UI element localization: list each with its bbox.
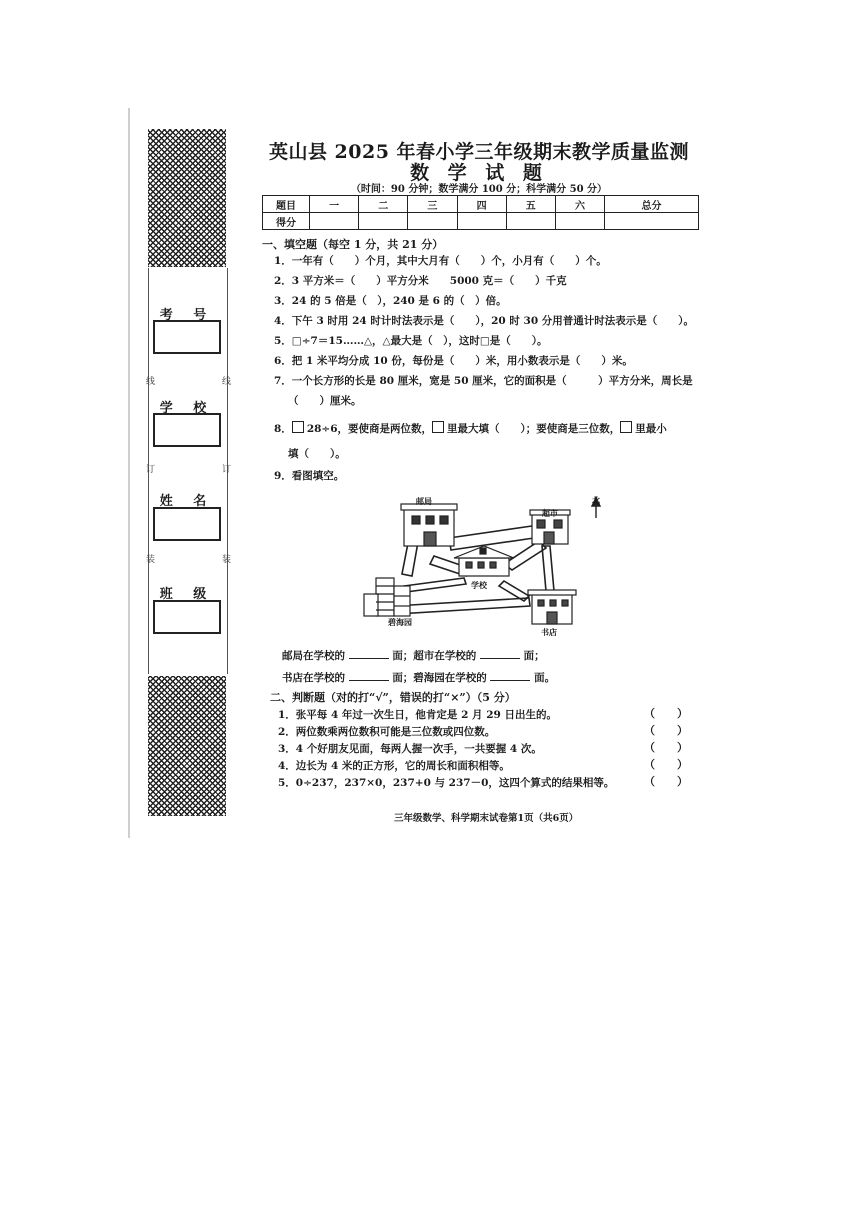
judge-item-4: 4．边长为 4 米的正方形，它的周长和面积相等。 (278, 760, 510, 772)
map-label-north: 北 (592, 495, 600, 505)
road-park-bookstore (394, 598, 530, 614)
question-2: 2．3 平方米＝（ ）平方分米 5000 克＝（ ）千克 (274, 275, 567, 287)
question-8-line1 (274, 421, 667, 436)
answer-paren[interactable]: （ ） (644, 707, 688, 720)
question-9: 9．看图填空。 (274, 470, 345, 482)
binding-hatch-top (148, 129, 226, 267)
score-cell[interactable] (457, 213, 506, 230)
park-buildings (364, 578, 410, 616)
school-label: 学 校 (159, 401, 215, 416)
question-1: 1．一年有（ ）个月，其中大月有（ ）个，小月有（ ）个。 (274, 255, 607, 267)
score-header-cell: 题目 (263, 196, 310, 213)
map-label-park: 碧海园 (388, 617, 412, 627)
cut-char: 订 (222, 465, 232, 475)
road-market-school (504, 541, 546, 570)
score-cell[interactable] (310, 213, 359, 230)
fill-text: 面。 (534, 672, 556, 684)
exam-number-label: 考 号 (159, 308, 215, 323)
fill-text: 书店在学校的 (282, 672, 345, 684)
post-office-building (401, 504, 457, 546)
score-table-header-row (263, 196, 699, 213)
score-header-cell: 四 (457, 196, 506, 213)
score-header-cell: 三 (408, 196, 457, 213)
section1-heading: 一、填空题（每空 1 分，共 21 分） (262, 238, 444, 251)
fill-text: 面；超市在学校的 (392, 650, 477, 662)
bookstore-building (528, 590, 576, 624)
question-8-text-1: 28÷6，要使商是两位数， (306, 423, 433, 435)
map-diagram (354, 486, 614, 636)
school-building (454, 546, 514, 576)
fill-text: 面； (523, 650, 545, 662)
question-8-number: 8． (274, 423, 292, 435)
score-header-cell: 五 (506, 196, 555, 213)
answer-paren[interactable]: （ ） (644, 758, 688, 771)
judge-item-1: 1．张平每 4 年过一次生日，他肯定是 2 月 29 日出生的。 (278, 709, 557, 721)
cut-char: 装 (222, 555, 232, 565)
exam-title: 英山县 2025 年春小学三年级期末教学质量监测 (268, 141, 690, 163)
score-table-score-row (263, 213, 699, 230)
answer-paren[interactable]: （ ） (644, 775, 688, 788)
time-note: （时间：90 分钟；数学满分 100 分；科学满分 50 分） (350, 184, 608, 195)
section2-heading: 二、判断题（对的打“√”，错误的打“×”）（5 分） (270, 691, 516, 704)
cut-char: 装 (146, 555, 156, 565)
class-label: 班 级 (159, 587, 215, 602)
question-8-text-2: 里最大填（ ）；要使商是三位数， (447, 423, 621, 435)
question-3: 3．24 的 5 倍是（ ），240 是 6 的（ ）倍。 (274, 295, 507, 307)
direction-blank[interactable] (349, 680, 389, 681)
cut-char: 线 (146, 377, 156, 387)
question-5: 5．□÷7＝15……△，△最大是（ ），这时□是（ ）。 (274, 335, 548, 347)
judge-item-3: 3．4 个好朋友见面，每两人握一次手，一共要握 4 次。 (278, 743, 542, 755)
answer-paren[interactable]: （ ） (644, 741, 688, 754)
class-box[interactable] (153, 600, 221, 634)
score-cell[interactable] (506, 213, 555, 230)
fill-text: 面；碧海园在学校的 (392, 672, 487, 684)
direction-blank[interactable] (490, 680, 530, 681)
score-header-cell: 总分 (605, 196, 699, 213)
question-7-line1: 7．一个长方形的长是 80 厘米，宽是 50 厘米，它的面积是（ ）平方分米，周长是 (274, 375, 693, 387)
road-market-bookstore (542, 546, 554, 591)
score-header-cell: 一 (310, 196, 359, 213)
question-4: 4．下午 3 时用 24 时计时法表示是（ ），20 时 30 分用普通计时法表示是（ ）。 (274, 315, 695, 327)
map-label-supermarket: 超市 (542, 508, 558, 518)
score-cell[interactable] (555, 213, 604, 230)
map-label-school: 学校 (471, 580, 487, 590)
score-header-cell: 六 (555, 196, 604, 213)
square-box-icon (292, 421, 304, 433)
name-box[interactable] (153, 507, 221, 541)
direction-blank[interactable] (349, 658, 389, 659)
page-edge-line (128, 108, 130, 838)
question-7-line2: （ ）厘米。 (288, 395, 362, 407)
exam-subtitle: 数 学 试 题 (410, 162, 548, 184)
question-6: 6．把 1 米平均分成 10 份，每份是（ ）米，用小数表示是（ ）米。 (274, 355, 633, 367)
question-8-text-3: 里最小 (635, 423, 667, 435)
answer-paren[interactable]: （ ） (644, 724, 688, 737)
cut-char: 订 (146, 465, 156, 475)
score-cell[interactable] (408, 213, 457, 230)
score-table (262, 195, 699, 230)
page-footer: 三年级数学、科学期末试卷第1页（共6页） (394, 813, 579, 824)
score-cell[interactable] (605, 213, 699, 230)
map-label-post-office: 邮局 (416, 496, 432, 506)
fill-text: 邮局在学校的 (282, 650, 345, 662)
name-label: 姓 名 (159, 494, 215, 509)
exam-number-box[interactable] (153, 320, 221, 354)
map-label-bookstore: 书店 (541, 627, 557, 637)
square-box-icon (432, 421, 444, 433)
road-park-school (404, 578, 466, 592)
binding-hatch-bottom (148, 676, 226, 816)
score-row-label: 得分 (263, 213, 310, 230)
square-box-icon (620, 421, 632, 433)
direction-blank[interactable] (480, 658, 520, 659)
question-8-line2: 填（ ）。 (288, 448, 346, 460)
road-post-market (449, 526, 534, 550)
judge-item-2: 2．两位数乘两位数积可能是三位数或四位数。 (278, 726, 496, 738)
school-box[interactable] (153, 413, 221, 447)
cut-char: 线 (222, 377, 232, 387)
score-header-cell: 二 (359, 196, 408, 213)
score-cell[interactable] (359, 213, 408, 230)
map-fill-line-2 (282, 670, 555, 685)
judge-item-5: 5．0÷237，237×0，237+0 与 237－0，这四个算式的结果相等。 (278, 777, 615, 789)
map-fill-line-1 (282, 648, 545, 663)
